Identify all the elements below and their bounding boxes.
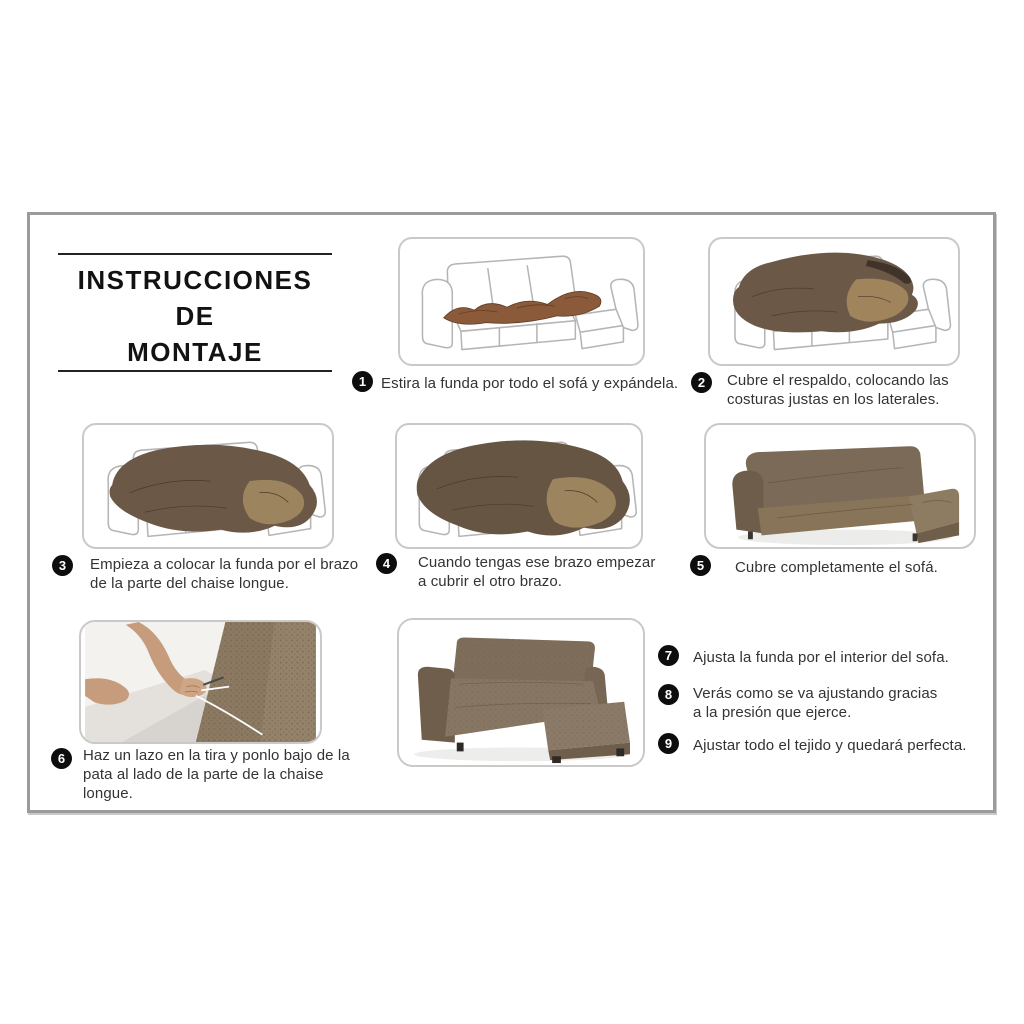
panel-step-1 [398, 237, 645, 366]
step-4-text: Cuando tengas ese brazo empezar a cubrir el otro brazo. [418, 554, 656, 590]
step-6-number: 6 [57, 751, 66, 766]
step-4-number: 4 [382, 556, 391, 571]
title-line-1: INSTRUCCIONES [77, 265, 313, 295]
step-9-text: Ajustar todo el tejido y quedará perfecta. [693, 737, 967, 754]
sofa-cover-over-backrest-illustration [710, 239, 958, 364]
title-line-3: MONTAJE [127, 337, 263, 367]
step-3-marker [52, 555, 73, 576]
title-line-2: DE [175, 301, 215, 331]
title-top-rule [58, 253, 332, 255]
step-6-marker [51, 748, 72, 769]
step-5-text: Cubre completamente el sofá. [735, 559, 938, 576]
step-2-marker [691, 372, 712, 393]
step-7-marker [658, 645, 679, 666]
panel-step-2 [708, 237, 960, 366]
sofa-outline-cover-strip-illustration [400, 239, 643, 364]
step-8-number: 8 [664, 687, 673, 702]
step-5-number: 5 [696, 558, 705, 573]
step-2-text: Cubre el respaldo, colocando las costuras justas en los laterales. [727, 372, 949, 408]
title-bottom-rule [58, 370, 332, 372]
sofa-cover-other-arm-illustration [397, 425, 641, 547]
step-1-text: Estira la funda por todo el sofá y expándela. [381, 375, 679, 392]
step-1-number: 1 [358, 374, 367, 389]
step-5-marker [690, 555, 711, 576]
panel-step-4 [395, 423, 643, 549]
step-7-text: Ajusta la funda por el interior del sofa. [693, 649, 949, 666]
finished-covered-sofa-photo [399, 620, 643, 765]
hand-tying-lace-photo [81, 622, 320, 742]
step-7-number: 7 [664, 648, 673, 663]
step-2-number: 2 [697, 375, 706, 390]
step-8-marker [658, 684, 679, 705]
panel-step-3 [82, 423, 334, 549]
step-6-text: Haz un lazo en la tira y ponlo bajo de la pata al lado de la parte de la chaise longue. [83, 747, 350, 802]
sofa-fully-covered-photo [706, 425, 974, 547]
step-4-marker [376, 553, 397, 574]
step-3-number: 3 [58, 558, 67, 573]
page-title [58, 262, 332, 370]
panel-step-7 [397, 618, 645, 767]
step-9-number: 9 [664, 736, 673, 751]
step-9-marker [658, 733, 679, 754]
panel-step-6 [79, 620, 322, 744]
step-3-text: Empieza a colocar la funda por el brazo de la parte del chaise longue. [90, 556, 359, 592]
panel-step-5 [704, 423, 976, 549]
step-8-text: Verás como se va ajustando gracias a la presión que ejerce. [693, 685, 938, 721]
step-1-marker [352, 371, 373, 392]
sofa-cover-on-chaise-arm-illustration [84, 425, 332, 547]
